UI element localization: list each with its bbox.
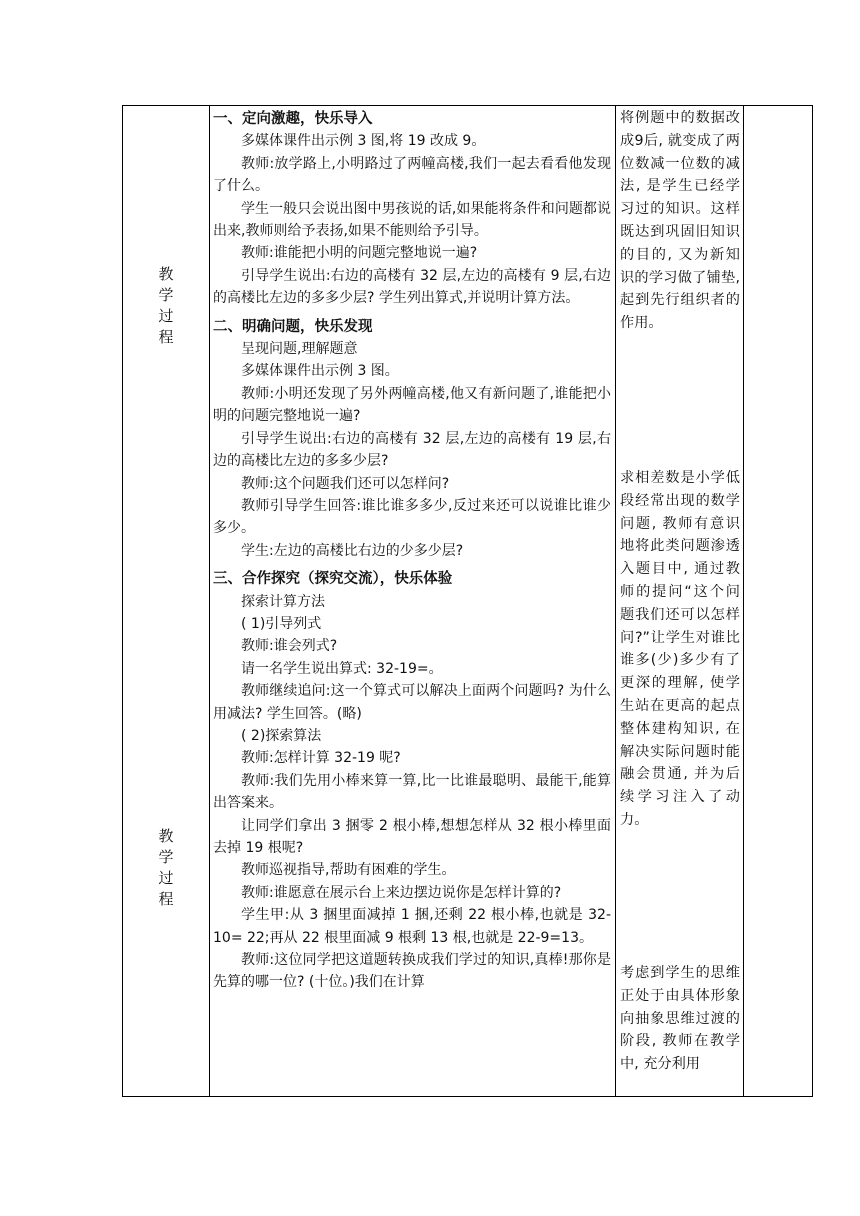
design-note: 求相差数是小学低段经常出现的数学问题, 教师有意识地将此类问题渗透入题目中, 通过教师的提问“这个问题我们还可以怎样问?”让学生对谁比谁多(少)多少有了更深的理解, 使学生站在更高的起点整体建构知识, 在解决实际问题时能融会贯通, 并为后续学习注入了动力。 (620, 470, 740, 828)
paragraph: 探索计算方法 (241, 593, 325, 610)
paragraph: 引导学生说出:右边的高楼有 32 层,左边的高楼有 19 层,右边的高楼比左边的多多少层? (213, 430, 611, 470)
label-char: 学 (158, 848, 174, 866)
teaching-content (213, 107, 611, 994)
paragraph: 引导学生说出:右边的高楼有 32 层,左边的高楼有 9 层,右边的高楼比左边的多多少层? 学生列出算式,并说明计算方法。 (213, 267, 611, 307)
section-heading: 一、定向激趣，快乐导入 (213, 111, 373, 127)
paragraph: 呈现问题,理解题意 (241, 341, 358, 358)
row-label-teaching-process (123, 826, 209, 910)
paragraph: 教师:这位同学把这道题转换成我们学过的知识,真棒!那你是 先算的哪一位? (十位。)我们在计算 (213, 952, 611, 991)
label-char: 过 (158, 307, 174, 325)
paragraph: 教师:放学路上,小明路过了两幢高楼,我们一起去看看他发现了什么。 (213, 155, 611, 195)
paragraph: 教师:谁会列式? (241, 638, 338, 655)
paragraph: 教师继续追问:这一个算式可以解决上面两个问题吗? 为什么用减法? 学生回答。(略) (213, 683, 611, 722)
lesson-plan-table (122, 105, 813, 1097)
label-char: 程 (158, 328, 174, 346)
paragraph: 多媒体课件出示例 3 图。 (241, 363, 399, 380)
section-heading: 二、明确问题，快乐发现 (213, 318, 373, 335)
paragraph: 学生:左边的高楼比右边的少多少层? (241, 542, 464, 559)
paragraph: ( 1)引导列式 (241, 615, 322, 632)
paragraph: 多媒体课件出示例 3 图,将 19 改成 9。 (241, 133, 486, 150)
section-heading: 三、合作探究（探究交流），快乐体验 (213, 571, 453, 588)
label-char: 教 (158, 827, 174, 845)
column-divider (615, 106, 616, 1096)
paragraph: 让同学们拿出 3 捆零 2 根小棒,想想怎样从 32 根小棒里面去掉 19 根呢? (213, 817, 611, 856)
paragraph: 教师:这个问题我们还可以怎样问? (241, 475, 450, 492)
paragraph: 教师引导学生回答:谁比谁多多少,反过来还可以说谁比谁少多少。 (213, 497, 611, 537)
paragraph: 教师巡视指导,帮助有困难的学生。 (241, 862, 456, 879)
paragraph: 教师:谁愿意在展示台上来边摆边说你是怎样计算的? (241, 884, 562, 901)
design-note: 考虑到学生的思维正处于由具体形象向抽象思维过渡的阶段, 教师在教学中, 充分利用 (620, 965, 740, 1073)
label-char: 教 (158, 265, 174, 283)
paragraph: 学生甲:从 3 捆里面减掉 1 捆,还剩 22 根小棒,也就是 32-10= 22;再从 22 根里面减 9 根剩 13 根,也就是 22-9=13。 (213, 907, 611, 946)
paragraph: ( 2)探索算法 (241, 727, 322, 744)
paragraph: 教师:小明还发现了另外两幢高楼,他又有新问题了,谁能把小明的问题完整地说一遍? (213, 385, 611, 425)
label-char: 过 (158, 869, 174, 887)
column-divider (209, 106, 210, 1096)
design-note: 将例题中的数据改成9后, 就变成了两位数减一位数的减法, 是学生已经学习过的知识。这样既达到巩固旧知识的目的, 又为新知识的学习做了铺垫, 起到先行组织者的作用。 (620, 110, 740, 332)
column-divider (743, 106, 744, 1096)
paragraph: 学生一般只会说出图中男孩说的话,如果能将条件和问题都说出来,教师则给予表扬,如果不能则给予引导。 (213, 200, 611, 240)
paragraph: 教师:怎样计算 32-19 呢? (241, 750, 401, 767)
paragraph: 教师:我们先用小棒来算一算,比一比谁最聪明、最能干,能算出答案来。 (213, 772, 611, 812)
label-char: 学 (158, 286, 174, 304)
row-label-teaching-process (123, 264, 209, 348)
label-char: 程 (158, 890, 174, 908)
paragraph: 请一名学生说出算式: 32-19=。 (241, 660, 443, 677)
paragraph: 教师:谁能把小明的问题完整地说一遍? (241, 245, 478, 262)
